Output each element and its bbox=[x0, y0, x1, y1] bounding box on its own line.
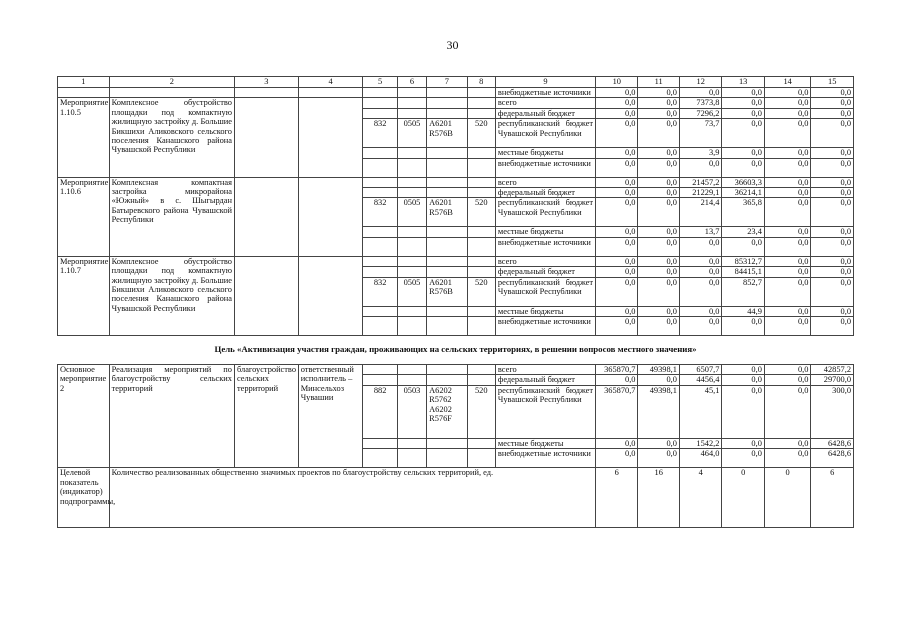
header-cell: 12 bbox=[679, 77, 721, 88]
value-cell: 6507,7 bbox=[679, 365, 721, 375]
empty-cell bbox=[363, 449, 397, 468]
value-cell: 1542,2 bbox=[679, 438, 721, 448]
value-cell: 0,0 bbox=[764, 198, 811, 227]
vr-cell: 520 bbox=[467, 198, 495, 227]
empty-cell bbox=[363, 267, 397, 277]
value-cell: 0,0 bbox=[811, 119, 854, 148]
table-row bbox=[58, 365, 854, 375]
csr-cell: А6201 R576В bbox=[427, 119, 467, 148]
empty-cell bbox=[467, 365, 495, 375]
value-cell: 0,0 bbox=[764, 449, 811, 468]
source-cell: местные бюджеты bbox=[495, 227, 595, 237]
table-row bbox=[58, 177, 854, 187]
value-cell: 73,7 bbox=[679, 119, 721, 148]
value-cell: 3,9 bbox=[679, 148, 721, 158]
value-cell: 6 bbox=[596, 468, 638, 528]
value-cell: 0,0 bbox=[764, 375, 811, 385]
source-cell: внебюджетные источники bbox=[495, 449, 595, 468]
value-cell: 0,0 bbox=[764, 267, 811, 277]
source-cell: внебюджетные источники bbox=[495, 237, 595, 256]
goal-title: Цель «Активизация участия граждан, проживающих на сельских территориях, в решении вопросов местного значения» bbox=[58, 336, 854, 365]
value-cell: 0,0 bbox=[596, 198, 638, 227]
empty-cell bbox=[363, 177, 397, 187]
indicator-row bbox=[58, 468, 854, 528]
value-cell: 0,0 bbox=[764, 88, 811, 98]
value-cell: 0,0 bbox=[596, 188, 638, 198]
program-table bbox=[57, 76, 854, 528]
empty-cell bbox=[467, 256, 495, 266]
value-cell: 49398,1 bbox=[638, 385, 679, 438]
value-cell: 0,0 bbox=[764, 98, 811, 108]
value-cell: 0,0 bbox=[811, 306, 854, 316]
value-cell: 0,0 bbox=[638, 375, 679, 385]
value-cell: 6428,6 bbox=[811, 449, 854, 468]
value-cell: 0,0 bbox=[811, 148, 854, 158]
value-cell: 0,0 bbox=[679, 88, 721, 98]
empty-cell bbox=[298, 256, 363, 335]
value-cell: 0,0 bbox=[596, 375, 638, 385]
header-cell: 8 bbox=[467, 77, 495, 88]
value-cell: 0,0 bbox=[722, 385, 764, 438]
empty-cell bbox=[397, 365, 426, 375]
value-cell: 0,0 bbox=[638, 98, 679, 108]
source-cell: республиканский бюджет Чувашской Республики bbox=[495, 277, 595, 306]
csr-cell: А6201 R576В bbox=[427, 198, 467, 227]
source-cell: внебюджетные источники bbox=[495, 317, 595, 336]
value-cell: 49398,1 bbox=[638, 365, 679, 375]
value-cell: 0,0 bbox=[638, 306, 679, 316]
source-cell: федеральный бюджет bbox=[495, 375, 595, 385]
value-cell: 0,0 bbox=[596, 177, 638, 187]
value-cell: 0,0 bbox=[596, 88, 638, 98]
value-cell: 0,0 bbox=[764, 177, 811, 187]
empty-cell bbox=[397, 237, 426, 256]
value-cell: 7296,2 bbox=[679, 108, 721, 118]
value-cell: 0,0 bbox=[679, 317, 721, 336]
value-cell: 4 bbox=[679, 468, 721, 528]
empty-cell bbox=[298, 98, 363, 177]
value-cell: 4456,4 bbox=[679, 375, 721, 385]
value-cell: 0,0 bbox=[722, 98, 764, 108]
vr-cell: 520 bbox=[467, 277, 495, 306]
header-cell: 7 bbox=[427, 77, 467, 88]
grbs-cell: 832 bbox=[363, 277, 397, 306]
value-cell: 0,0 bbox=[811, 256, 854, 266]
empty-cell bbox=[427, 256, 467, 266]
value-cell: 0,0 bbox=[596, 108, 638, 118]
empty-cell bbox=[397, 449, 426, 468]
table-row bbox=[58, 256, 854, 266]
header-cell: 1 bbox=[58, 77, 110, 88]
measure-code: Мероприятие 1.10.7 bbox=[58, 256, 110, 335]
empty-cell bbox=[363, 148, 397, 158]
source-cell: всего bbox=[495, 177, 595, 187]
value-cell: 0,0 bbox=[811, 317, 854, 336]
empty-cell bbox=[234, 177, 298, 256]
empty-cell bbox=[427, 237, 467, 256]
empty-cell bbox=[363, 365, 397, 375]
measure-code: Основное мероприятие 2 bbox=[58, 365, 110, 468]
value-cell: 0,0 bbox=[811, 267, 854, 277]
value-cell: 0,0 bbox=[596, 449, 638, 468]
empty-cell bbox=[467, 438, 495, 448]
value-cell: 0,0 bbox=[811, 198, 854, 227]
value-cell: 0,0 bbox=[638, 237, 679, 256]
empty-cell bbox=[397, 98, 426, 108]
header-cell: 13 bbox=[722, 77, 764, 88]
value-cell: 0,0 bbox=[764, 256, 811, 266]
source-cell: республиканский бюджет Чувашской Республики bbox=[495, 198, 595, 227]
value-cell: 0,0 bbox=[638, 449, 679, 468]
source-cell: всего bbox=[495, 98, 595, 108]
value-cell: 0,0 bbox=[811, 108, 854, 118]
value-cell: 0 bbox=[764, 468, 811, 528]
source-cell: внебюджетные источники bbox=[495, 158, 595, 177]
value-cell: 0,0 bbox=[722, 88, 764, 98]
value-cell: 0,0 bbox=[722, 365, 764, 375]
empty-cell bbox=[234, 98, 298, 177]
empty-cell bbox=[427, 438, 467, 448]
value-cell: 16 bbox=[638, 468, 679, 528]
source-cell: местные бюджеты bbox=[495, 438, 595, 448]
value-cell: 6428,6 bbox=[811, 438, 854, 448]
value-cell: 0,0 bbox=[596, 119, 638, 148]
value-cell: 42857,2 bbox=[811, 365, 854, 375]
empty-cell bbox=[467, 375, 495, 385]
value-cell: 84415,1 bbox=[722, 267, 764, 277]
value-cell: 852,7 bbox=[722, 277, 764, 306]
value-cell: 0,0 bbox=[596, 98, 638, 108]
header-cell: 10 bbox=[596, 77, 638, 88]
value-cell: 0,0 bbox=[638, 119, 679, 148]
header-cell: 4 bbox=[298, 77, 363, 88]
value-cell: 0,0 bbox=[638, 108, 679, 118]
header-cell: 9 bbox=[495, 77, 595, 88]
empty-cell bbox=[397, 256, 426, 266]
vr-cell: 520 bbox=[467, 385, 495, 438]
value-cell: 0,0 bbox=[764, 237, 811, 256]
header-cell: 5 bbox=[363, 77, 397, 88]
value-cell: 0,0 bbox=[722, 158, 764, 177]
header-cell: 15 bbox=[811, 77, 854, 88]
value-cell: 0,0 bbox=[811, 237, 854, 256]
value-cell: 45,1 bbox=[679, 385, 721, 438]
source-cell: всего bbox=[495, 256, 595, 266]
empty-cell bbox=[397, 317, 426, 336]
value-cell: 21229,1 bbox=[679, 188, 721, 198]
empty-cell bbox=[397, 375, 426, 385]
grbs-cell: 832 bbox=[363, 198, 397, 227]
table-row bbox=[58, 88, 854, 98]
indicator-text: Количество реализованных общественно значимых проектов по благоустройству сельских территорий, ед. bbox=[109, 468, 595, 528]
source-cell: местные бюджеты bbox=[495, 148, 595, 158]
empty-cell bbox=[467, 98, 495, 108]
empty-cell bbox=[397, 148, 426, 158]
value-cell: 0,0 bbox=[722, 375, 764, 385]
source-cell: внебюджетные источники bbox=[495, 88, 595, 98]
value-cell: 0,0 bbox=[764, 108, 811, 118]
header-cell: 14 bbox=[764, 77, 811, 88]
value-cell: 214,4 bbox=[679, 198, 721, 227]
value-cell: 0,0 bbox=[638, 188, 679, 198]
empty-cell bbox=[427, 267, 467, 277]
value-cell: 0,0 bbox=[638, 198, 679, 227]
value-cell: 0,0 bbox=[764, 227, 811, 237]
empty-cell bbox=[427, 449, 467, 468]
value-cell: 0,0 bbox=[811, 188, 854, 198]
value-cell: 0,0 bbox=[722, 317, 764, 336]
value-cell: 0,0 bbox=[811, 88, 854, 98]
empty-cell bbox=[427, 148, 467, 158]
source-cell: местные бюджеты bbox=[495, 306, 595, 316]
value-cell: 0,0 bbox=[764, 119, 811, 148]
value-cell: 0,0 bbox=[596, 438, 638, 448]
value-cell: 0,0 bbox=[811, 227, 854, 237]
rzpr-cell: 0505 bbox=[397, 119, 426, 148]
value-cell: 0,0 bbox=[596, 267, 638, 277]
source-cell: федеральный бюджет bbox=[495, 267, 595, 277]
page-number: 30 bbox=[446, 38, 459, 52]
rzpr-cell: 0505 bbox=[397, 277, 426, 306]
empty-cell bbox=[363, 306, 397, 316]
grbs-cell: 882 bbox=[363, 385, 397, 438]
value-cell: 0,0 bbox=[596, 227, 638, 237]
csr-cell: А6202 R5762 А6202 R576F bbox=[427, 385, 467, 438]
value-cell: 0,0 bbox=[722, 237, 764, 256]
empty-cell bbox=[397, 108, 426, 118]
empty-cell bbox=[397, 158, 426, 177]
value-cell: 365870,7 bbox=[596, 365, 638, 375]
value-cell: 0,0 bbox=[638, 88, 679, 98]
value-cell: 0,0 bbox=[596, 158, 638, 177]
value-cell: 0,0 bbox=[764, 365, 811, 375]
empty-cell bbox=[363, 438, 397, 448]
empty-cell bbox=[298, 177, 363, 256]
value-cell: 0,0 bbox=[638, 148, 679, 158]
empty-cell bbox=[467, 188, 495, 198]
value-cell: 0,0 bbox=[596, 277, 638, 306]
value-cell: 0,0 bbox=[679, 158, 721, 177]
value-cell: 85312,7 bbox=[722, 256, 764, 266]
value-cell: 0,0 bbox=[811, 177, 854, 187]
value-cell: 0,0 bbox=[722, 449, 764, 468]
empty-cell bbox=[467, 158, 495, 177]
value-cell: 23,4 bbox=[722, 227, 764, 237]
empty-cell bbox=[427, 375, 467, 385]
value-cell: 0,0 bbox=[722, 119, 764, 148]
measure-name: Реализация мероприятий по благоустройству сельских территорий bbox=[109, 365, 234, 468]
value-cell: 21457,2 bbox=[679, 177, 721, 187]
empty-cell bbox=[397, 227, 426, 237]
value-cell: 0,0 bbox=[764, 148, 811, 158]
value-cell: 0,0 bbox=[679, 256, 721, 266]
value-cell: 0,0 bbox=[764, 438, 811, 448]
value-cell: 0,0 bbox=[722, 108, 764, 118]
empty-cell bbox=[363, 256, 397, 266]
value-cell: 0,0 bbox=[596, 148, 638, 158]
measure-name: Комплексное обустройство площадки под компактную жилищную застройку д. Большие Бикшихи Аликовского сельского поселения Канашского района Чувашской Республики bbox=[109, 98, 234, 177]
measure-code: Мероприятие 1.10.5 bbox=[58, 98, 110, 177]
empty-cell bbox=[467, 317, 495, 336]
value-cell: 0,0 bbox=[764, 306, 811, 316]
empty-cell bbox=[427, 108, 467, 118]
empty-cell bbox=[467, 148, 495, 158]
value-cell: 300,0 bbox=[811, 385, 854, 438]
value-cell: 0,0 bbox=[764, 385, 811, 438]
value-cell: 0,0 bbox=[638, 317, 679, 336]
value-cell: 0,0 bbox=[638, 438, 679, 448]
value-cell: 0,0 bbox=[679, 267, 721, 277]
value-cell: 0,0 bbox=[638, 267, 679, 277]
value-cell: 0,0 bbox=[638, 256, 679, 266]
empty-cell bbox=[467, 108, 495, 118]
source-cell: федеральный бюджет bbox=[495, 108, 595, 118]
empty-cell bbox=[467, 306, 495, 316]
empty-cell bbox=[427, 365, 467, 375]
value-cell: 0,0 bbox=[638, 277, 679, 306]
value-cell: 0,0 bbox=[596, 256, 638, 266]
measure-code: Мероприятие 1.10.6 bbox=[58, 177, 110, 256]
empty-cell bbox=[427, 98, 467, 108]
value-cell: 0,0 bbox=[596, 317, 638, 336]
empty-cell bbox=[363, 317, 397, 336]
value-cell: 0,0 bbox=[596, 237, 638, 256]
value-cell: 464,0 bbox=[679, 449, 721, 468]
value-cell: 365,8 bbox=[722, 198, 764, 227]
measure-name: Комплексная компактная застройка микрорайона «Южный» в с. Шыгырдан Батыревского района Чувашской Республики bbox=[109, 177, 234, 256]
empty-cell bbox=[363, 227, 397, 237]
empty-cell bbox=[467, 227, 495, 237]
empty-cell bbox=[397, 438, 426, 448]
value-cell: 0,0 bbox=[638, 227, 679, 237]
empty-cell bbox=[467, 237, 495, 256]
value-cell: 0,0 bbox=[596, 306, 638, 316]
value-cell: 36214,1 bbox=[722, 188, 764, 198]
empty-cell bbox=[397, 306, 426, 316]
empty-cell bbox=[397, 177, 426, 187]
source-cell: республиканский бюджет Чувашской Республики bbox=[495, 119, 595, 148]
value-cell: 44,9 bbox=[722, 306, 764, 316]
measure-name: Комплексное обустройство площадки под компактную жилищную застройку д. Большие Бикшихи Аликовского сельского поселения Канашского района Чувашской Республики bbox=[109, 256, 234, 335]
header-cell: 11 bbox=[638, 77, 679, 88]
indicator-code: Целевой показатель (индикатор) подпрограммы, bbox=[58, 468, 110, 528]
header-cell: 3 bbox=[234, 77, 298, 88]
empty-cell bbox=[467, 267, 495, 277]
empty-cell bbox=[363, 375, 397, 385]
empty-cell bbox=[363, 188, 397, 198]
value-cell: 0,0 bbox=[811, 277, 854, 306]
value-cell: 0,0 bbox=[811, 158, 854, 177]
value-cell: 0,0 bbox=[679, 237, 721, 256]
empty-cell bbox=[427, 227, 467, 237]
value-cell: 36603,3 bbox=[722, 177, 764, 187]
value-cell: 0,0 bbox=[764, 277, 811, 306]
value-cell: 0,0 bbox=[638, 158, 679, 177]
grbs-cell: 832 bbox=[363, 119, 397, 148]
source-cell: всего bbox=[495, 365, 595, 375]
empty-cell bbox=[363, 158, 397, 177]
value-cell: 6 bbox=[811, 468, 854, 528]
vr-cell: 520 bbox=[467, 119, 495, 148]
value-cell: 29700,0 bbox=[811, 375, 854, 385]
value-cell: 0,0 bbox=[722, 438, 764, 448]
measure-target: благоустройство сельских территорий bbox=[234, 365, 298, 468]
source-cell: федеральный бюджет bbox=[495, 188, 595, 198]
empty-cell bbox=[397, 188, 426, 198]
empty-cell bbox=[427, 158, 467, 177]
empty-cell bbox=[397, 267, 426, 277]
value-cell: 0,0 bbox=[722, 148, 764, 158]
value-cell: 0,0 bbox=[679, 306, 721, 316]
value-cell: 0,0 bbox=[764, 317, 811, 336]
table-row bbox=[58, 98, 854, 108]
value-cell: 0,0 bbox=[764, 158, 811, 177]
empty-cell bbox=[234, 256, 298, 335]
value-cell: 0,0 bbox=[764, 188, 811, 198]
empty-cell bbox=[427, 177, 467, 187]
measure-executor: ответственный исполнитель – Минсельхоз Чувашии bbox=[298, 365, 363, 468]
empty-cell bbox=[427, 306, 467, 316]
value-cell: 13,7 bbox=[679, 227, 721, 237]
empty-cell bbox=[363, 108, 397, 118]
empty-cell bbox=[427, 317, 467, 336]
value-cell: 0 bbox=[722, 468, 764, 528]
value-cell: 0,0 bbox=[811, 98, 854, 108]
value-cell: 365870,7 bbox=[596, 385, 638, 438]
empty-cell bbox=[427, 188, 467, 198]
csr-cell: А6201 R576В bbox=[427, 277, 467, 306]
goal-row bbox=[58, 336, 854, 365]
empty-cell bbox=[363, 98, 397, 108]
empty-cell bbox=[467, 449, 495, 468]
empty-cell bbox=[363, 237, 397, 256]
value-cell: 7373,8 bbox=[679, 98, 721, 108]
empty-cell bbox=[467, 177, 495, 187]
rzpr-cell: 0505 bbox=[397, 198, 426, 227]
source-cell: республиканский бюджет Чувашской Республики bbox=[495, 385, 595, 438]
header-row bbox=[58, 77, 854, 88]
header-cell: 6 bbox=[397, 77, 426, 88]
header-cell: 2 bbox=[109, 77, 234, 88]
value-cell: 0,0 bbox=[638, 177, 679, 187]
value-cell: 0,0 bbox=[679, 277, 721, 306]
rzpr-cell: 0503 bbox=[397, 385, 426, 438]
